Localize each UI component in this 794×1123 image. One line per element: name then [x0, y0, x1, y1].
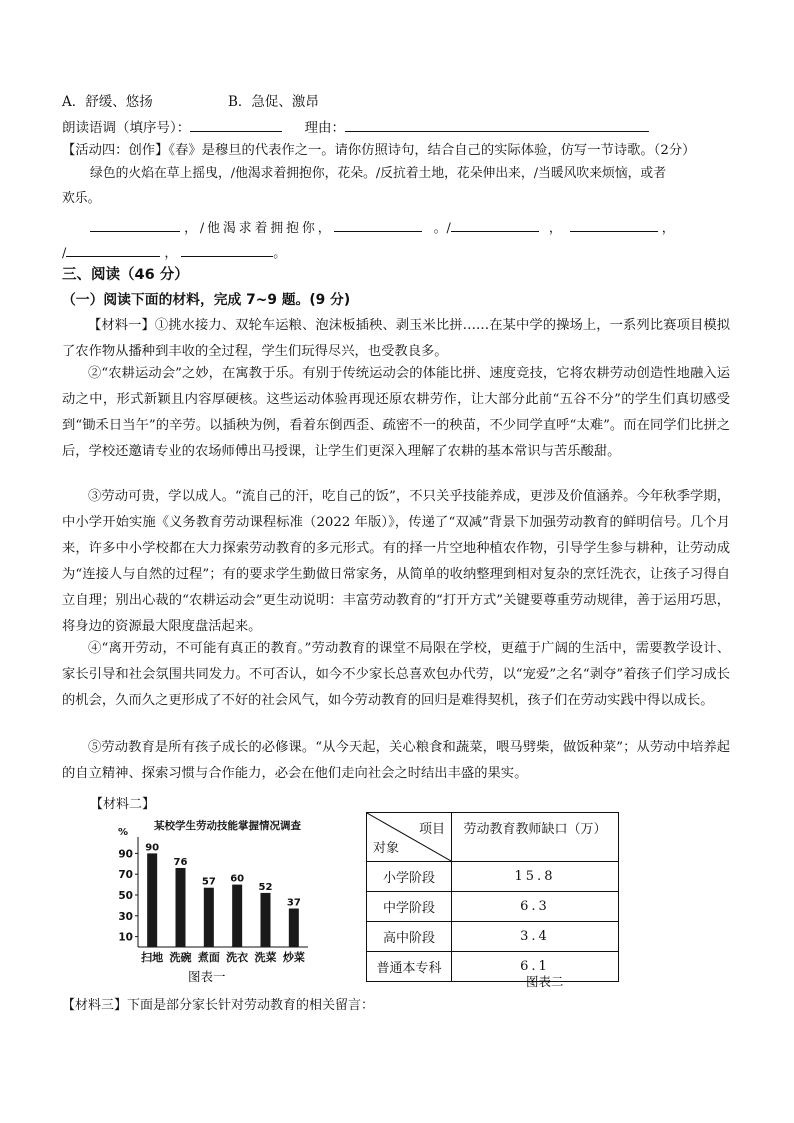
table-row: [367, 952, 619, 982]
poem-line-1: 绿色的火焰在草上摇曳，/他渴求着拥抱你，花朵。/反抗着土地，花朵伸出来，/当暖风吹来烦恼，或者: [90, 166, 666, 181]
imitation-slash: /: [62, 246, 67, 261]
row-value: 3.4: [452, 922, 619, 952]
tone-answer-row: [62, 117, 649, 138]
bar: [261, 893, 271, 947]
table-row: [367, 922, 619, 952]
poem-line-2: 欢乐。: [62, 191, 101, 206]
x-category-label: 煮面: [197, 951, 220, 964]
row-value: 15.8: [452, 862, 619, 892]
option-a: A．舒缓、悠扬: [62, 94, 153, 110]
imitation-sep-1: ，/他渴求着拥抱你，: [184, 221, 334, 236]
chart-title: 某校学生劳动技能掌握情况调查: [154, 820, 301, 832]
subsection-title: （一）阅读下面的材料，完成 7~9 题。(9 分): [62, 292, 351, 308]
table-header-row: [367, 813, 619, 862]
row-value: 6.3: [452, 892, 619, 922]
activity4-prompt: 【活动四：创作】《春》是穆旦的代表作之一。请你仿照诗句，结合自己的实际体验，仿写一节诗歌。（2分）: [62, 143, 696, 158]
reason-answer-blank[interactable]: [345, 117, 649, 132]
teacher-gap-table-wrap: [366, 812, 619, 989]
imitation-comma-2: ，: [661, 221, 675, 236]
material1-paragraph-5: ⑤劳动教育是所有孩子成长的必修课。“从今天起，关心粮食和蔬菜，喂马劈柴，做饭种菜”；从劳动中培养起的自立精神、探索习惯与合作能力，必会在他们走向社会之时结出丰盛的果实。: [62, 740, 730, 781]
imitation-blank-3[interactable]: [451, 217, 539, 232]
reason-label: 理由：: [304, 120, 346, 136]
bar: [176, 868, 186, 947]
material1-paragraph-1: 【材料一】①挑水接力、双轮车运粮、泡沫板插秧、剥玉米比拼……在某中学的操场上，一系列比赛项目模拟了农作物从播种到丰收的全过程，学生们玩得尽兴，也受教良多。: [62, 318, 730, 359]
bar: [289, 909, 299, 947]
row-stage: 中学阶段: [367, 892, 452, 922]
imitation-row-2: [62, 242, 286, 264]
imitation-comma-1: ，: [548, 221, 562, 236]
x-category-label: 洗衣: [226, 951, 249, 964]
imitation-row-1: [90, 217, 675, 239]
imitation-blank-6[interactable]: [181, 242, 273, 257]
x-category-label: 洗碗: [169, 951, 192, 964]
bar: [204, 888, 214, 947]
header-object: 对象: [373, 841, 400, 856]
bar-value-label: 76: [173, 856, 188, 868]
material1-paragraph-3: ③劳动可贵，学以成人。“流自己的汗，吃自己的饭”，不只关乎技能养成，更涉及价值涵养。今年秋季学期，中小学开始实施《义务教育劳动课程标准（2022 年版）》，传递了“双减”背景下加强劳动教育的鲜明信号。几个月来，许多中小学校都在大力探索劳动教育的多元形式。有的择一片空地种植农作物，引导学生参与耕种，让劳动成为“连接人与自然的过程”；有的要求学生勤做日常家务，从简单的收纳整理到相对复杂的烹饪洗衣，让孩子习得自立自理；别出心裁的“农耕运动会”更生动说明：丰富劳动教育的“打开方式”关键要尊重劳动规律，善于运用巧思，将身边的资源最大限度盘活起来。: [62, 489, 730, 634]
material2-label: 【材料二】: [90, 797, 156, 812]
row-stage: 高中阶段: [367, 922, 452, 952]
chart-svg: [112, 815, 318, 965]
y-tick-label: 70: [118, 869, 133, 882]
bar-value-label: 37: [286, 897, 301, 909]
chart-caption: 图表一: [188, 969, 226, 984]
bar-value-label: 57: [201, 876, 216, 888]
table-row: [367, 862, 619, 892]
y-axis-unit: %: [118, 827, 129, 838]
teacher-gap-table: [366, 812, 619, 982]
bar-value-label: 60: [230, 873, 245, 885]
bar-value-label: 52: [258, 881, 273, 893]
header-item: 项目: [418, 822, 445, 837]
imitation-blank-4[interactable]: [570, 217, 658, 232]
tone-answer-blank[interactable]: [190, 117, 282, 132]
x-category-label: 洗菜: [254, 951, 277, 964]
material1-paragraph-4: ④“离开劳动，不可能有真正的教育。”劳动教育的课堂不局限在学校，更蕴于广阔的生活中，需要教学设计、家长引导和社会氛围共同发力。不可否认，如今不少家长总喜欢包办代劳，以“宠爱”之名“剥夺”着孩子们学习成长的机会，久而久之更形成了不好的社会风气，如今劳动教育的回归是难得契机，孩子们在劳动实践中得以成长。: [62, 641, 730, 708]
section-title: 三、阅读（46 分）: [62, 267, 189, 283]
option-b: B．急促、激昂: [228, 94, 319, 110]
y-tick-label: 90: [118, 848, 133, 861]
row-stage: 小学阶段: [367, 862, 452, 892]
y-tick-label: 30: [118, 910, 133, 923]
material3-intro: 【材料三】下面是部分家长针对劳动教育的相关留言：: [62, 998, 375, 1013]
imitation-blank-5[interactable]: [66, 242, 160, 257]
bar-value-label: 90: [145, 842, 160, 854]
imitation-blank-1[interactable]: [90, 217, 180, 232]
skills-bar-chart: [112, 815, 318, 985]
bar: [147, 853, 157, 947]
tone-label: 朗读语调（填序号）：: [62, 120, 191, 136]
imitation-blank-2[interactable]: [334, 217, 422, 232]
y-tick-label: 10: [118, 931, 133, 944]
bar: [232, 885, 242, 947]
row-value: 6.1: [452, 952, 619, 982]
imitation-end: 。: [273, 246, 286, 261]
table-row: [367, 892, 619, 922]
header-value: 劳动教育教师缺口（万）: [452, 813, 619, 862]
imitation-sep-2: 。/: [433, 221, 451, 236]
imitation-comma-3: ，: [164, 246, 178, 261]
y-tick-label: 50: [118, 890, 133, 902]
row-stage: 普通本专科: [367, 952, 452, 982]
x-category-label: 扫地: [141, 951, 164, 964]
table-caption: 图表二: [526, 974, 564, 989]
x-category-label: 炒菜: [282, 951, 305, 964]
diagonal-header-cell: [367, 813, 452, 862]
material1-paragraph-2: ②“农耕运动会”之妙，在寓教于乐。有别于传统运动会的体能比拼、速度竞技，它将农耕劳动创造性地融入运动之中，形式新颖且内容厚硬核。这些运动体验再现还原农耕劳作，让大部分此前“五谷不分”的学生们真切感受到“锄禾日当午”的辛劳。以插秧为例，看着东倒西歪、疏密不一的秧苗，不少同学直呼“太难”。而在同学们比拼之后，学校还邀请专业的农场师傅出马授课，让学生们更深入理解了农耕的基本常识与苦乐酸甜。: [62, 366, 730, 459]
